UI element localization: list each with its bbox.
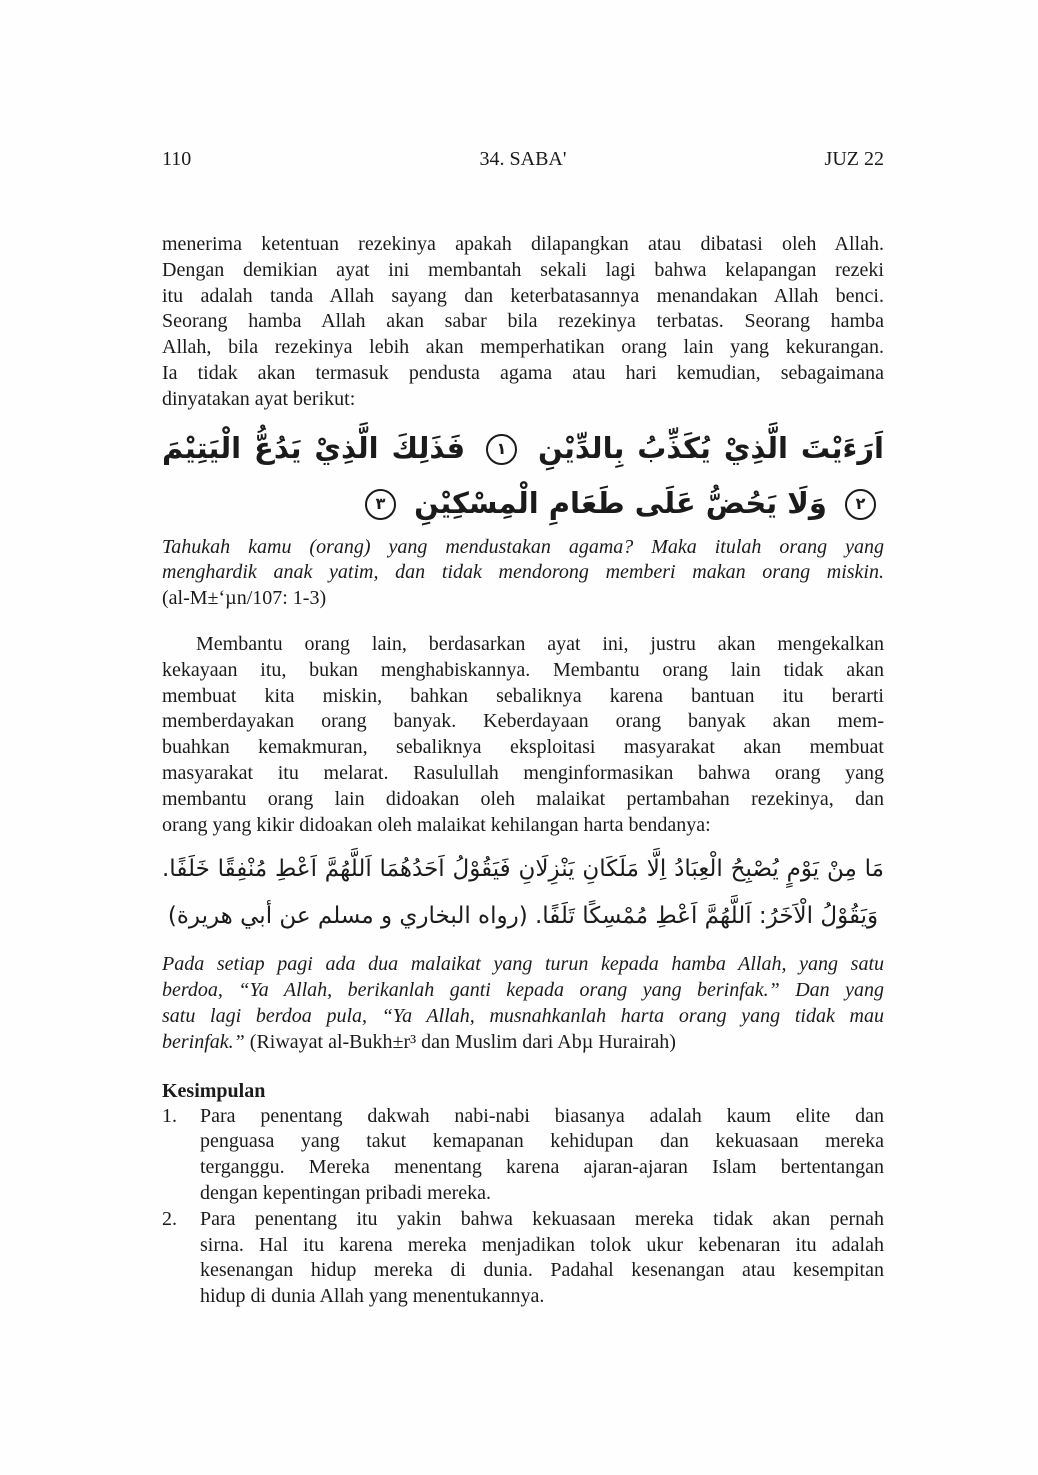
text-line: Seorang hamba Allah akan sabar bila rezekinya terbatas. Seorang hamba xyxy=(162,310,884,333)
text-line: hidup di dunia Allah yang menentukannya. xyxy=(200,1285,545,1308)
page-header xyxy=(162,146,884,172)
text-line: menghardik anak yatim, dan tidak mendorong memberi makan orang miskin. xyxy=(162,561,884,584)
text-line xyxy=(162,1030,884,1056)
text-line xyxy=(162,586,884,612)
arabic-text: فَذَلِكَ الَّذِيْ يَدُعُّ الْيَتِيْمَ xyxy=(162,430,466,465)
ayah-marker: ١ xyxy=(486,434,517,465)
text-line: berdoa, “Ya Allah, berikanlah ganti kepada orang yang berinfak.” Dan yang xyxy=(162,979,884,1002)
text-line: Tahukah kamu (orang) yang mendustakan agama? Maka itulah orang yang xyxy=(162,535,884,558)
text-line: buahkan kemakmuran, sebaliknya eksploitasi masyarakat akan membuat xyxy=(162,736,884,759)
text-line: Allah, bila rezekinya lebih akan memperhatikan orang lain yang kekurangan. xyxy=(162,336,884,359)
text-line: satu lagi berdoa pula, “Ya Allah, musnahkanlah harta orang yang tidak mau xyxy=(162,1004,884,1027)
text-line: Ia tidak akan termasuk pendusta agama atau hari kemudian, sebagaimana xyxy=(162,361,884,384)
surah-title: 34. SABA' xyxy=(479,148,567,170)
list-item-text xyxy=(200,1207,884,1310)
text-line: Para penentang dakwah nabi-nabi biasanya adalah kaum elite dan xyxy=(200,1104,884,1127)
ayah-marker: ٣ xyxy=(365,489,396,520)
hadith-arabic: مَا مِنْ يَوْمٍ يُصْبِحُ الْعِبَادُ اِلَّا مَلَكَانِ يَنْزِلَانِ فَيَقُوْلُ اَحَدُهُمَا اَللَّهُمَّ اَعْطِ مُنْفِقًا خَلَفًا. وَيَقُوْلُ الْاَخَرُ: اَللَّهُمَّ اَعْطِ مُمْسِكًا تَلَفًا. (رواه البخاري و مسلم عن أبي هريرة) xyxy=(162,856,884,930)
text-line: Para penentang itu yakin bahwa kekuasaan mereka tidak akan pernah xyxy=(200,1207,884,1230)
paragraph-membantu xyxy=(162,632,884,838)
translation-text: berinfak.” xyxy=(162,1030,250,1053)
text-line: terganggu. Mereka menentang karena ajaran-ajaran Islam bertentangan xyxy=(200,1156,884,1179)
paragraph-rezeki xyxy=(162,232,884,413)
text-line: orang yang kikir didoakan oleh malaikat kehilangan harta bendanya: xyxy=(162,813,711,836)
text-line: dengan kepentingan pribadi mereka. xyxy=(200,1181,491,1204)
kesimpulan-item xyxy=(162,1207,884,1310)
list-item-number: 1. xyxy=(162,1104,177,1127)
list-item-text xyxy=(200,1104,884,1207)
text-line: membantu orang lain didoakan oleh malaikat pertambahan rezekinya, dan xyxy=(162,787,884,810)
reference-text: (al-M±‘µn/107: 1-3) xyxy=(162,587,327,610)
text-line: masyarakat itu melarat. Rasulullah menginformasikan bahwa orang yang xyxy=(162,761,884,784)
text-line: sirna. Hal itu karena mereka menjadikan tolok ukur kebenaran itu adalah xyxy=(200,1233,884,1256)
text-line: membuat kita miskin, bahkan sebaliknya karena bantuan itu berarti xyxy=(162,684,884,707)
hadith-translation xyxy=(162,952,884,1055)
page-number: 110 xyxy=(162,148,192,170)
kesimpulan-list xyxy=(162,1104,884,1310)
text-line: memberdayakan orang banyak. Keberdayaan orang banyak akan mem- xyxy=(162,710,884,733)
text-line: penguasa yang takut kemapanan kehidupan dan kekuasaan mereka xyxy=(200,1130,884,1153)
list-item-number: 2. xyxy=(162,1207,177,1230)
text-line: kekayaan itu, bukan menghabiskannya. Membantu orang lain tidak akan xyxy=(162,658,884,681)
text-line: itu adalah tanda Allah sayang dan keterbatasannya menandakan Allah benci. xyxy=(162,284,884,307)
text-line: Membantu orang lain, berdasarkan ayat ini, justru akan mengekalkan xyxy=(196,632,884,655)
kesimpulan-item xyxy=(162,1104,884,1207)
quran-translation xyxy=(162,535,884,612)
ayah-marker: ٢ xyxy=(845,489,876,520)
text-line: menerima ketentuan rezekinya apakah dilapangkan atau dibatasi oleh Allah. xyxy=(162,233,884,255)
kesimpulan-heading: Kesimpulan xyxy=(162,1079,266,1102)
reference-text: (Riwayat al-Bukh±r³ dan Muslim dari Abµ Hurairah) xyxy=(249,1030,676,1053)
text-line: kesenangan hidup mereka di dunia. Padahal kesenangan atau kesempitan xyxy=(200,1259,884,1282)
arabic-text: وَلَا يَحُضُّ عَلَى طَعَامِ الْمِسْكِيْنِ xyxy=(414,485,827,520)
text-line: Dengan demikian ayat ini membantah sekali lagi bahwa kelapangan rezeki xyxy=(162,258,884,281)
text-line: dinyatakan ayat berikut: xyxy=(162,387,356,410)
text-line: Pada setiap pagi ada dua malaikat yang turun kepada hamba Allah, yang satu xyxy=(162,953,884,976)
quran-verse-arabic xyxy=(162,421,884,531)
arabic-text: اَرَءَيْتَ الَّذِيْ يُكَذِّبُ بِالدِّيْنِ xyxy=(537,430,884,465)
juz-label: JUZ 22 xyxy=(824,148,884,170)
